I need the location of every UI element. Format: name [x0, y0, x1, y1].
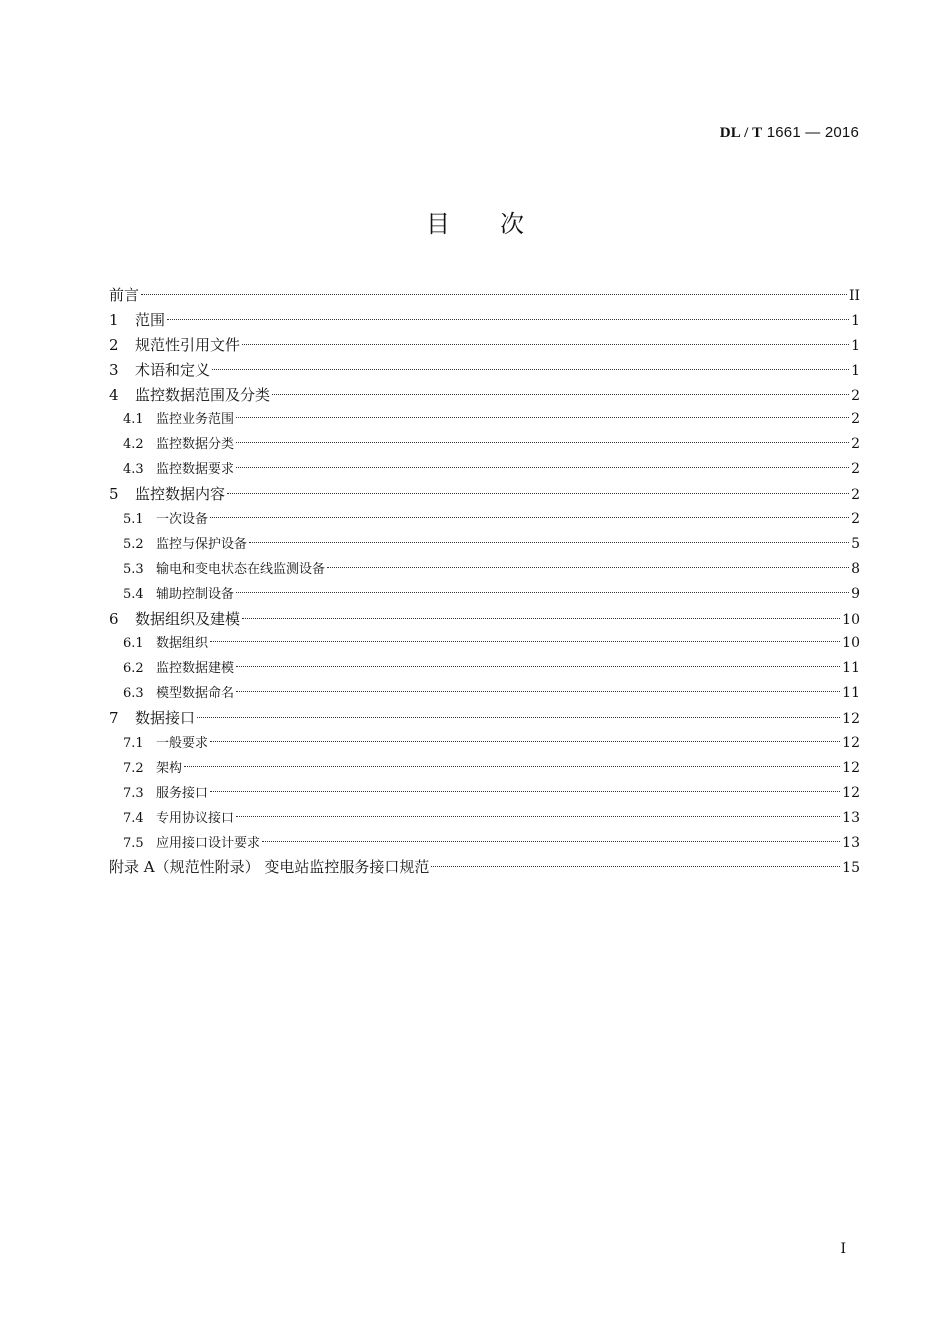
toc-entry-title: 监控业务范围 — [156, 412, 235, 428]
toc-entry-page: 2 — [851, 411, 860, 428]
toc-entry[interactable] — [109, 308, 860, 333]
toc-dot-leader — [272, 394, 849, 395]
toc-entry-title: 前言 — [109, 286, 140, 304]
toc-entry[interactable] — [109, 457, 860, 482]
toc-entry-number: 4.1 — [123, 412, 144, 428]
toc-entry[interactable] — [109, 532, 860, 557]
toc-entry-number: 5.2 — [123, 536, 144, 552]
toc-entry-page: II — [848, 288, 860, 304]
toc-entry[interactable] — [109, 407, 860, 432]
toc-dot-leader — [262, 841, 840, 842]
toc-entry-page: 2 — [851, 487, 860, 504]
table-of-contents — [109, 283, 860, 880]
toc-entry[interactable] — [109, 806, 860, 831]
toc-entry-number: 5.1 — [123, 512, 144, 528]
toc-entry-page: 8 — [851, 560, 860, 577]
toc-entry-number: 5.3 — [123, 561, 144, 577]
toc-entry-number: 4.2 — [123, 437, 144, 453]
toc-entry-page: 13 — [842, 834, 860, 851]
standard-code — [720, 124, 859, 142]
toc-entry[interactable] — [109, 631, 860, 656]
toc-entry-title: 一般要求 — [156, 736, 209, 752]
toc-entry[interactable] — [109, 706, 860, 731]
toc-entry-title: 数据组织及建模 — [135, 609, 241, 628]
toc-entry-title: 监控数据范围及分类 — [135, 385, 271, 404]
toc-entry-page: 11 — [842, 685, 860, 702]
toc-entry-page: 9 — [851, 585, 860, 602]
toc-entry-number: 7.4 — [123, 810, 144, 826]
toc-entry-number: 7.1 — [123, 736, 144, 752]
toc-dot-leader — [236, 691, 840, 692]
toc-entry-title: 辅助控制设备 — [156, 586, 235, 602]
toc-entry-title: 一次设备 — [156, 512, 209, 528]
toc-entry[interactable] — [109, 855, 860, 880]
toc-entry-number: 5 — [109, 485, 119, 504]
toc-entry-number: 3 — [109, 360, 119, 379]
page-title — [0, 204, 950, 239]
toc-dot-leader — [167, 319, 849, 320]
standard-prefix: DL / T — [719, 125, 763, 141]
toc-entry-page: 2 — [851, 511, 860, 528]
toc-entry-number: 4 — [109, 385, 119, 404]
toc-entry[interactable] — [109, 681, 860, 706]
toc-entry-title: 监控数据分类 — [156, 437, 235, 453]
toc-dot-leader — [141, 294, 847, 295]
toc-entry-title: 规范性引用文件 — [135, 335, 241, 354]
toc-entry[interactable] — [109, 383, 860, 408]
toc-entry-title: 监控与保护设备 — [156, 536, 248, 552]
toc-entry-page: 10 — [842, 611, 860, 628]
toc-entry[interactable] — [109, 507, 860, 532]
toc-entry-number: 6.2 — [123, 661, 144, 677]
toc-dot-leader — [242, 618, 840, 619]
toc-entry[interactable] — [109, 731, 860, 756]
toc-dot-leader — [236, 467, 849, 468]
toc-entry-page: 2 — [851, 436, 860, 453]
toc-entry-title: 应用接口设计要求 — [156, 835, 261, 851]
toc-entry[interactable] — [109, 656, 860, 681]
toc-dot-leader — [236, 592, 849, 593]
toc-dot-leader — [249, 542, 849, 543]
toc-entry-page: 5 — [851, 535, 860, 552]
toc-entry-number: 6.3 — [123, 686, 144, 702]
toc-entry-page: 13 — [842, 809, 860, 826]
toc-entry[interactable] — [109, 283, 860, 308]
toc-dot-leader — [210, 741, 840, 742]
standard-number: 1661 — 2016 — [766, 124, 859, 141]
toc-entry[interactable] — [109, 756, 860, 781]
toc-entry[interactable] — [109, 482, 860, 507]
toc-dot-leader — [227, 493, 849, 494]
toc-entry-title: 服务接口 — [156, 785, 209, 801]
toc-entry-page: 2 — [851, 461, 860, 478]
toc-dot-leader — [210, 791, 840, 792]
toc-entry-page: 2 — [851, 387, 860, 404]
toc-entry[interactable] — [109, 582, 860, 607]
toc-dot-leader — [242, 344, 849, 345]
toc-entry[interactable] — [109, 358, 860, 383]
toc-entry-page: 11 — [842, 660, 860, 677]
page-number: I — [840, 1241, 846, 1257]
toc-entry-title: 术语和定义 — [135, 360, 211, 379]
toc-entry[interactable] — [109, 333, 860, 358]
toc-dot-leader — [210, 517, 849, 518]
toc-dot-leader — [197, 717, 840, 718]
toc-dot-leader — [210, 641, 840, 642]
toc-entry-title: 监控数据内容 — [135, 485, 226, 504]
toc-entry-page: 1 — [851, 312, 860, 329]
toc-entry-number: 6 — [109, 609, 119, 628]
toc-entry[interactable] — [109, 831, 860, 856]
toc-entry-page: 1 — [851, 362, 860, 379]
title-char-1: 目 — [426, 210, 450, 238]
toc-entry[interactable] — [109, 607, 860, 632]
toc-dot-leader — [327, 567, 849, 568]
toc-dot-leader — [236, 666, 840, 667]
toc-entry-number: 6.1 — [123, 636, 144, 652]
toc-entry-number: 7.5 — [123, 835, 144, 851]
toc-dot-leader — [431, 866, 840, 867]
title-char-2: 次 — [500, 210, 524, 238]
toc-entry-title: 范围 — [135, 310, 166, 329]
toc-entry[interactable] — [109, 557, 860, 582]
toc-entry-title: 监控数据要求 — [156, 462, 235, 478]
toc-entry-number: 5.4 — [123, 586, 144, 602]
toc-entry-page: 15 — [842, 860, 860, 877]
toc-entry-title: 架构 — [156, 760, 183, 776]
toc-entry-page: 12 — [842, 735, 860, 752]
toc-entry-title: 专用协议接口 — [156, 810, 235, 826]
toc-entry-number: 7.2 — [123, 760, 144, 776]
toc-entry-title: 模型数据命名 — [156, 686, 235, 702]
toc-entry-number: 7 — [109, 709, 119, 728]
toc-entry-page: 1 — [851, 337, 860, 354]
toc-entry-page: 12 — [842, 759, 860, 776]
toc-entry-number: 2 — [109, 335, 119, 354]
toc-entry-title: 附录 A（规范性附录） 变电站监控服务接口规范 — [109, 858, 430, 877]
toc-entry-number: 1 — [109, 310, 119, 329]
toc-entry[interactable] — [109, 432, 860, 457]
toc-entry-title: 数据接口 — [135, 709, 196, 728]
toc-entry-page: 10 — [842, 635, 860, 652]
toc-dot-leader — [236, 816, 840, 817]
toc-dot-leader — [212, 369, 849, 370]
toc-dot-leader — [236, 417, 849, 418]
toc-entry-title: 输电和变电状态在线监测设备 — [156, 561, 326, 577]
toc-dot-leader — [236, 442, 849, 443]
toc-entry-title: 数据组织 — [156, 636, 209, 652]
toc-entry-page: 12 — [842, 711, 860, 728]
toc-dot-leader — [184, 766, 840, 767]
toc-entry-number: 7.3 — [123, 785, 144, 801]
toc-entry-page: 12 — [842, 784, 860, 801]
toc-entry[interactable] — [109, 781, 860, 806]
toc-entry-number: 4.3 — [123, 462, 144, 478]
toc-entry-title: 监控数据建模 — [156, 661, 235, 677]
